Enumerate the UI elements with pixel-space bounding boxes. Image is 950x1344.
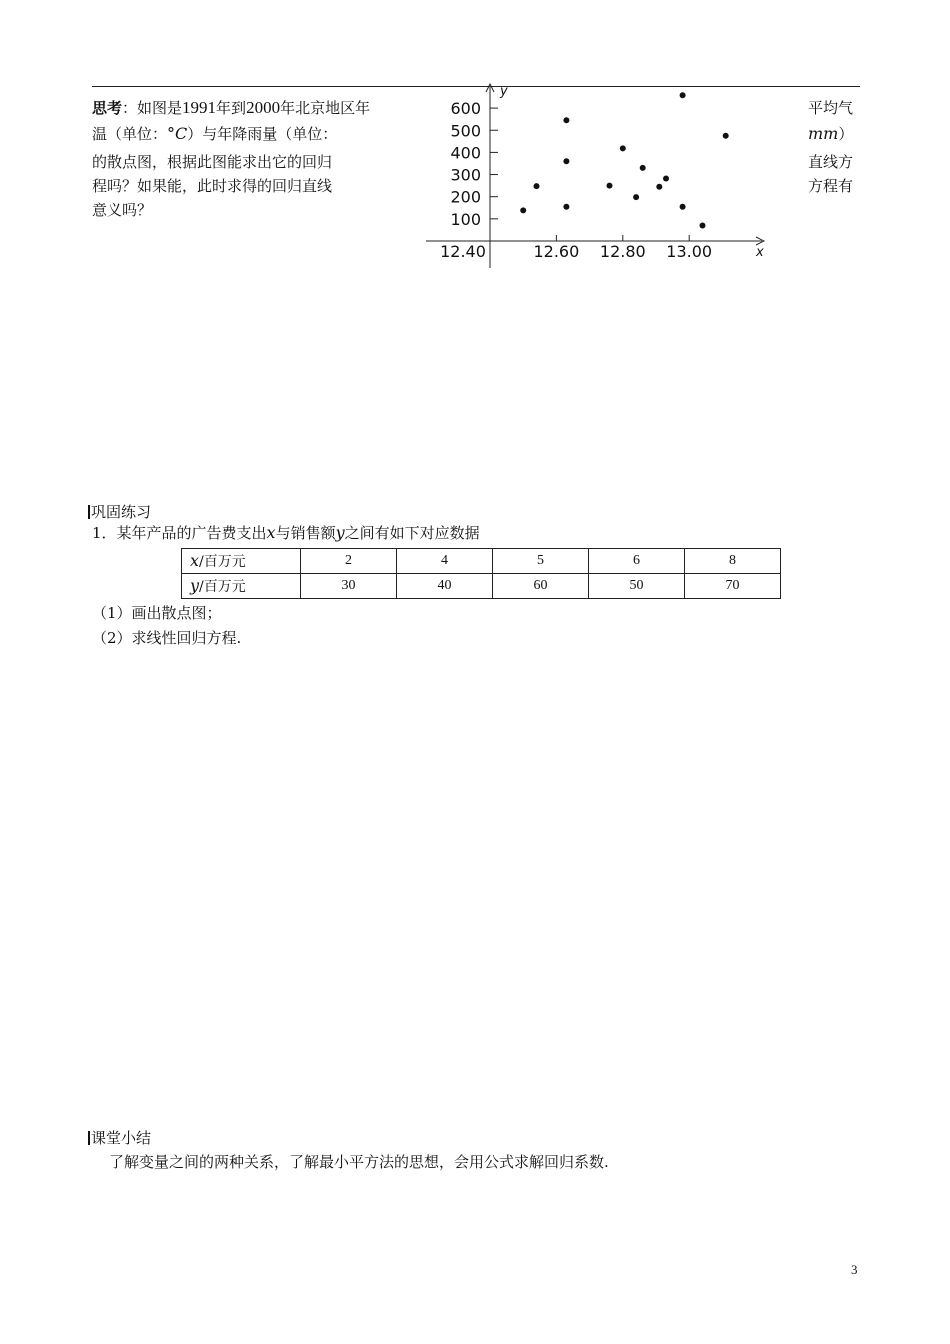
heading-marker [88, 1131, 90, 1145]
data-point [663, 176, 669, 182]
x-tick-label: 12.40 [440, 242, 486, 261]
q1-text: 之间有如下对应数据 [344, 524, 480, 542]
x-axis-label: x [756, 245, 764, 260]
think-colon: ： [122, 99, 138, 117]
data-point [723, 133, 729, 139]
practice-heading [88, 501, 151, 522]
table-row [182, 574, 781, 599]
data-point [680, 204, 686, 210]
data-point [656, 184, 662, 190]
var-x: x [190, 551, 200, 570]
x-tick-label: 13.00 [666, 242, 713, 261]
think-line-5: 意义吗？ [92, 201, 153, 219]
practice-heading-text: 巩固练习 [91, 503, 152, 521]
table-cell: 6 [589, 549, 685, 574]
data-point [563, 158, 569, 164]
think-right-1: 平均气 [808, 99, 854, 117]
chart-points [520, 92, 729, 228]
think-line-4: 程吗？如果能，此时求得的回归直线 [92, 177, 333, 195]
table-cell: 4 [397, 549, 493, 574]
unit-label: /百万元 [199, 554, 246, 570]
data-table [181, 548, 781, 599]
var-x: x [266, 523, 276, 542]
year-end: 2000 [246, 98, 281, 117]
x-tick-label: 12.60 [533, 242, 580, 261]
table-cell: 5 [493, 549, 589, 574]
q1-text: 1．某年产品的广告费支出 [92, 524, 267, 542]
var-y: y [190, 576, 200, 595]
row-header [182, 574, 301, 599]
y-tick-label: 600 [450, 99, 481, 119]
table-cell: 40 [397, 574, 493, 599]
think-text: 如图是 [137, 99, 183, 117]
table-cell: 70 [685, 574, 781, 599]
y-axis-label: y [500, 84, 508, 99]
heading-marker [88, 505, 90, 519]
think-label: 思考 [92, 99, 123, 117]
data-point [534, 183, 540, 189]
var-y: y [335, 523, 345, 542]
think-text: 年北京地区年 [280, 99, 371, 117]
table-row [182, 549, 781, 574]
table-cell: 2 [301, 549, 397, 574]
data-point [680, 92, 686, 98]
table-cell: 30 [301, 574, 397, 599]
table-cell: 50 [589, 574, 685, 599]
think-right-3: 直线方 [808, 153, 854, 171]
think-right-4: 方程有 [808, 177, 854, 195]
y-tick-label: 300 [450, 165, 481, 185]
data-point [563, 117, 569, 123]
y-tick-label: 400 [450, 143, 481, 163]
y-tick-label: 200 [450, 187, 481, 207]
summary-heading [88, 1127, 151, 1148]
chart-ticks [440, 99, 712, 261]
data-point [700, 223, 706, 229]
scatter-plot [0, 0, 950, 280]
x-tick-label: 12.80 [599, 242, 646, 261]
data-point [563, 204, 569, 210]
summary-heading-text: 课堂小结 [91, 1129, 152, 1147]
think-text: ）与年降雨量（单位： [187, 125, 338, 143]
summary-text: 了解变量之间的两种关系，了解最小平方法的思想，会用公式求解回归系数. [109, 1153, 609, 1171]
table-cell: 8 [685, 549, 781, 574]
q1-text: 与销售额 [275, 524, 336, 542]
think-text: 年到 [216, 99, 247, 117]
data-point [620, 145, 626, 151]
data-point [640, 165, 646, 171]
question-1 [92, 522, 480, 544]
unit-label: /百万元 [199, 579, 246, 595]
table-cell: 60 [493, 574, 589, 599]
celsius-unit: °C [167, 124, 188, 143]
think-line-3: 的散点图，根据此图能求出它的回归 [92, 153, 333, 171]
year-start: 1991 [182, 98, 217, 117]
data-point [633, 194, 639, 200]
think-text: 温（单位： [92, 125, 168, 143]
row-header [182, 549, 301, 574]
y-tick-label: 500 [450, 121, 481, 141]
think-text: ） [838, 125, 854, 143]
data-point [520, 207, 526, 213]
mm-unit: mm [808, 124, 839, 143]
y-tick-label: 100 [450, 209, 481, 229]
data-point [607, 183, 613, 189]
sub-question-2: （2）求线性回归方程. [92, 629, 242, 647]
page-number: 3 [851, 1262, 858, 1277]
sub-question-1: （1）画出散点图； [92, 604, 222, 622]
